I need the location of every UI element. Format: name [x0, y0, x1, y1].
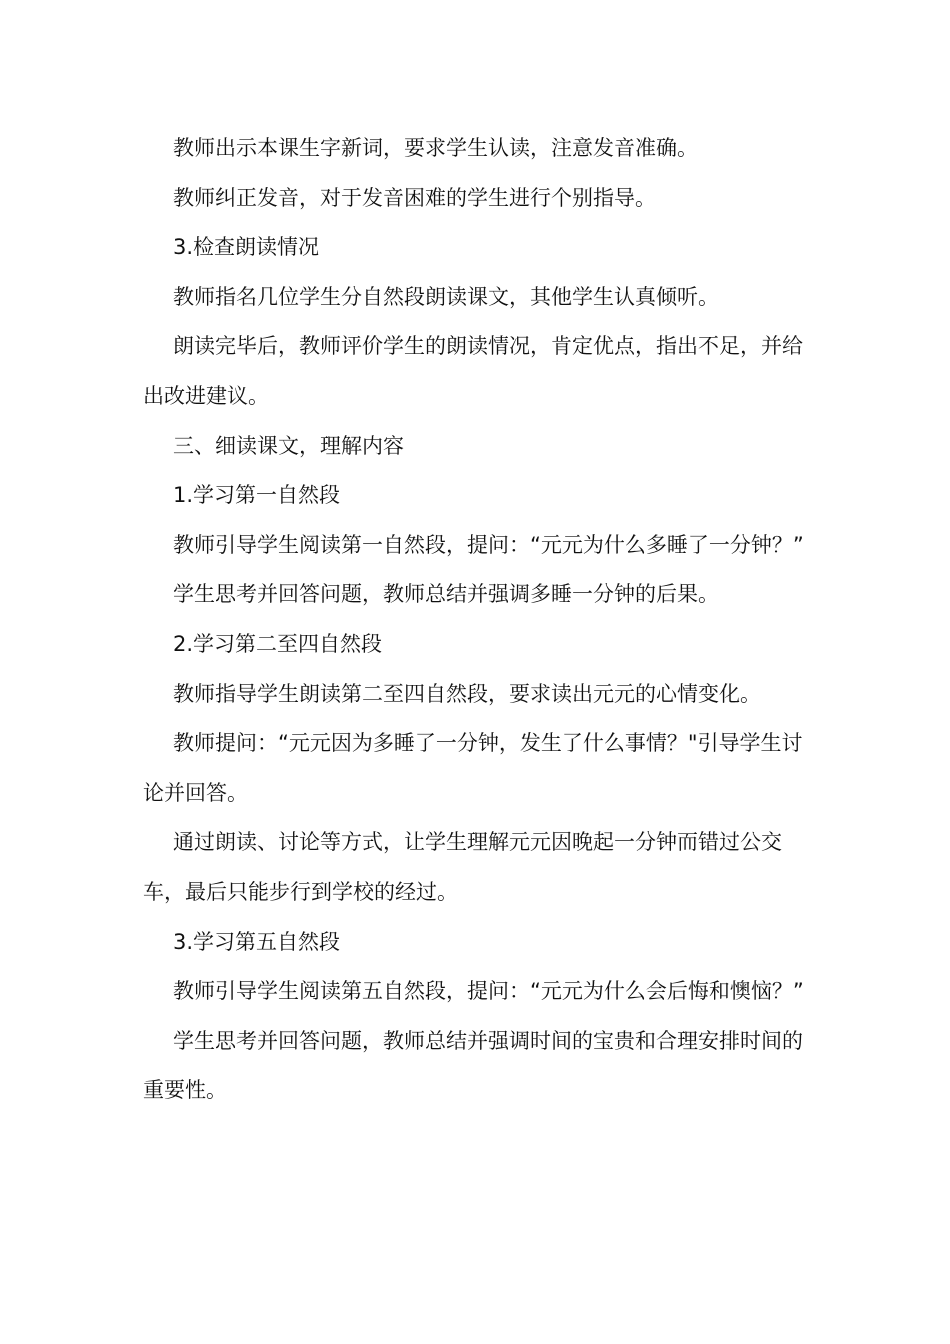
paragraph: 教师提问：“元元因为多睡了一分钟，发生了什么事情？"引导学生讨论并回答。: [143, 731, 803, 805]
paragraph: 学生思考并回答问题，教师总结并强调多睡一分钟的后果。: [173, 582, 719, 607]
paragraph: 朗读完毕后，教师评价学生的朗读情况，肯定优点，指出不足，并给出改进建议。: [143, 334, 803, 408]
document-body: [143, 124, 813, 1116]
section-subheading: 1.学习第一自然段: [173, 483, 341, 508]
section-heading: 三、细读课文，理解内容: [173, 433, 404, 458]
section-subheading: 2.学习第二至四自然段: [173, 631, 383, 656]
paragraph: 通过朗读、讨论等方式，让学生理解元元因晚起一分钟而错过公交车，最后只能步行到学校的经过。: [143, 830, 782, 904]
paragraph: 教师指名几位学生分自然段朗读课文，其他学生认真倾听。: [173, 284, 719, 309]
paragraph: 教师指导学生朗读第二至四自然段，要求读出元元的心情变化。: [173, 681, 761, 706]
paragraph: 教师纠正发音，对于发音困难的学生进行个别指导。: [173, 185, 656, 210]
section-subheading: 3.检查朗读情况: [173, 235, 320, 260]
section-subheading: 3.学习第五自然段: [173, 929, 341, 954]
paragraph: 教师出示本课生字新词，要求学生认读，注意发音准确。: [173, 136, 698, 160]
paragraph: 教师引导学生阅读第一自然段，提问：“元元为什么多睡了一分钟？”: [173, 532, 804, 557]
paragraph: 教师引导学生阅读第五自然段，提问：“元元为什么会后悔和懊恼？”: [173, 979, 804, 1004]
paragraph: 学生思考并回答问题，教师总结并强调时间的宝贵和合理安排时间的重要性。: [143, 1028, 803, 1103]
